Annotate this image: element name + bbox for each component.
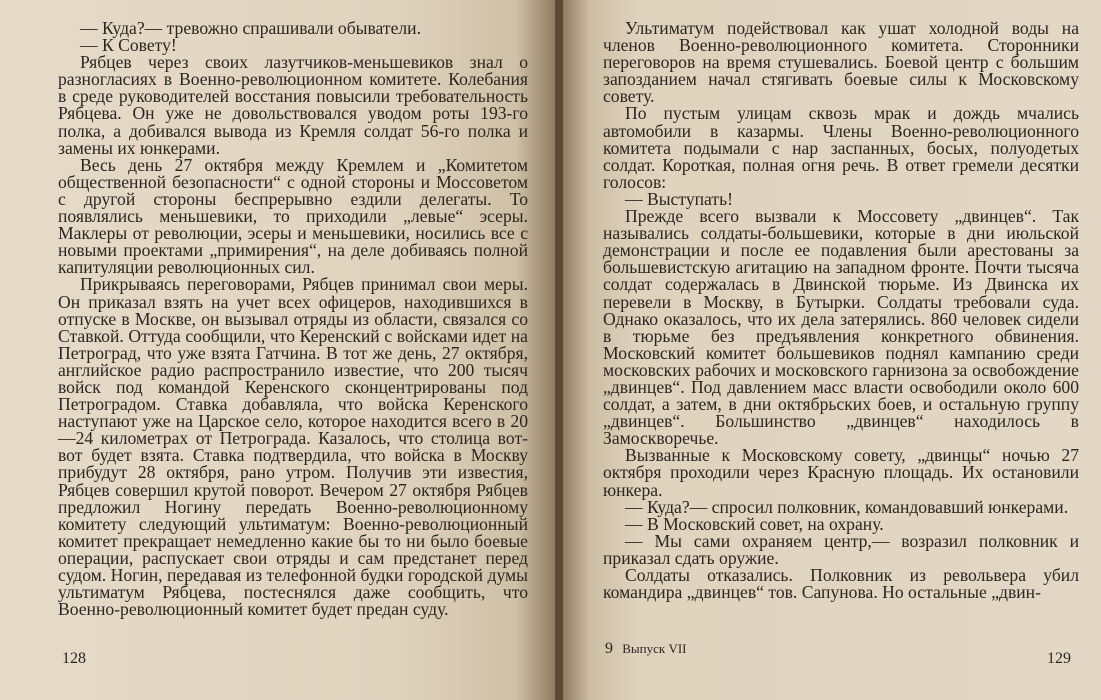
paragraph: Рябцев через своих лазутчиков-меньшевиков знал о разногласиях в Военно-революционном комитете. Колебания в среде руководителей восстания повысили требовательность Рябцева. Он уже не довольствовался уводом роты 193-го полка, а добивался вывода из Кремля солдат 56-го полка и замены их юнкерами. [58,52,528,158]
paragraph: Ультиматум подействовал как ушат холодной воды на членов Военно-революционного комитета. Сторонники переговоров на время стушевались. Боевой центр с большим запозданием начал стягивать боевые силы к Московскому совету. [603,18,1079,107]
paragraph: Солдаты отказались. Полковник из револьвера убил командира „двинцев“ тов. Сапунова. Но остальные „двин- [603,565,1079,603]
paragraph: — Куда?— тревожно спрашивали обыватели. [80,18,421,38]
paragraph: — Выступать! [625,188,733,209]
signature-mark [605,640,687,658]
paragraph: — В Московский совет, на охрану. [625,513,884,534]
paragraph: — К Совету! [80,35,177,56]
paragraph: — Куда?— спросил полковник, командовавший юнкерами. [625,496,1069,517]
paragraph: Прикрываясь переговорами, Рябцев принимал свои меры. Он приказал взять на учет всех офицеров, находившихся в отпуске в Москве, он вызывал отряды из области, связался со Ставкой. Оттуда сообщили, что Керенский с войсками идет на Петроград, что уже взята Гатчина. В тот же день, 27 октября, английское радио распространило известие, что 200 тысяч войск под командой Керенского сконцентрированы под Петроградом. Ставка добавляла, что войска Керенского наступают уже на Царское село, которое находится всего в 20—24 километрах от Петрограда. Казалось, что столица вот-вот будет взята. Ставка подтвердила, что войска в Москву прибудут 28 октября, рано утром. Получив эти известия, Рябцев совершил крутой поворот. Вечером 27 октября Рябцев предложил Ногину передать Военно-революционному комитету следующий ультиматум: Военно-революционный комитет прекращает немедленно какие бы то ни было боевые операции, распускает свои отряды и сам предстанет перед судом. Ногин, передавая из телефонной будки городской думы ультиматум Рябцева, постеснялся даже сообщить, что Военно-революционный комитет будет предан суду. [58,274,528,620]
page-number-right: 129 [1047,650,1071,667]
paragraph: — Мы сами охраняем центр,— возразил полковник и приказал сдать оружие. [603,530,1079,568]
right-page [563,0,1101,700]
paragraph: Весь день 27 октября между Кремлем и „Комитетом общественной безопасности“ с одной стороны и Моссоветом с другой стороны беспрерывно ездили делегаты. То появлялись меньшевики, то приходили „левые“ эсеры. Маклеры от революции, эсеры и меньшевики, носились все с новыми проектами „примирения“, на деле добиваясь полной капитуляции революционных сил. [58,154,528,278]
right-page-text [603,20,1079,601]
paragraph: По пустым улицам сквозь мрак и дождь мчались автомобили в казармы. Члены Военно-революционного комитета подымали с нар заспанных, босых, полуодетых солдат. Короткая, полная огня речь. В ответ гремели десятки голосов: [603,103,1079,192]
book-gutter [555,0,563,700]
paragraph: Вызванные к Московскому совету, „двинцы“ ночью 27 октября проходили через Красную площадь. Их остановили юнкера. [603,445,1079,500]
signature-text: Выпуск VII [622,641,687,656]
left-page-text [58,20,528,618]
signature-number: 9 [605,640,613,657]
page-number-left: 128 [62,650,86,667]
paragraph: Прежде всего вызвали к Моссовету „двинцев“. Так назывались солдаты-большевики, которые в дни июльской демонстрации и после ее подавления были арестованы за большевистскую агитацию на западном фронте. Почти тысяча солдат содержалась в Двинской тюрьме. Из Двинска их перевели в Москву, в Бутырки. Солдаты требовали суда. Однако оказалось, что их дела затерялись. 860 человек сидели в тюрьме без предъявления конкретного обвинения. Московский комитет большевиков поднял кампанию среди московских рабочих и московского гарнизона за освобождение „двинцев“. Под давлением масс власти освободили около 600 солдат, а затем, в дни октябрьских боев, и остальную группу „двинцев“. Большинство „двинцев“ находилось в Замоскворечье. [603,206,1079,449]
